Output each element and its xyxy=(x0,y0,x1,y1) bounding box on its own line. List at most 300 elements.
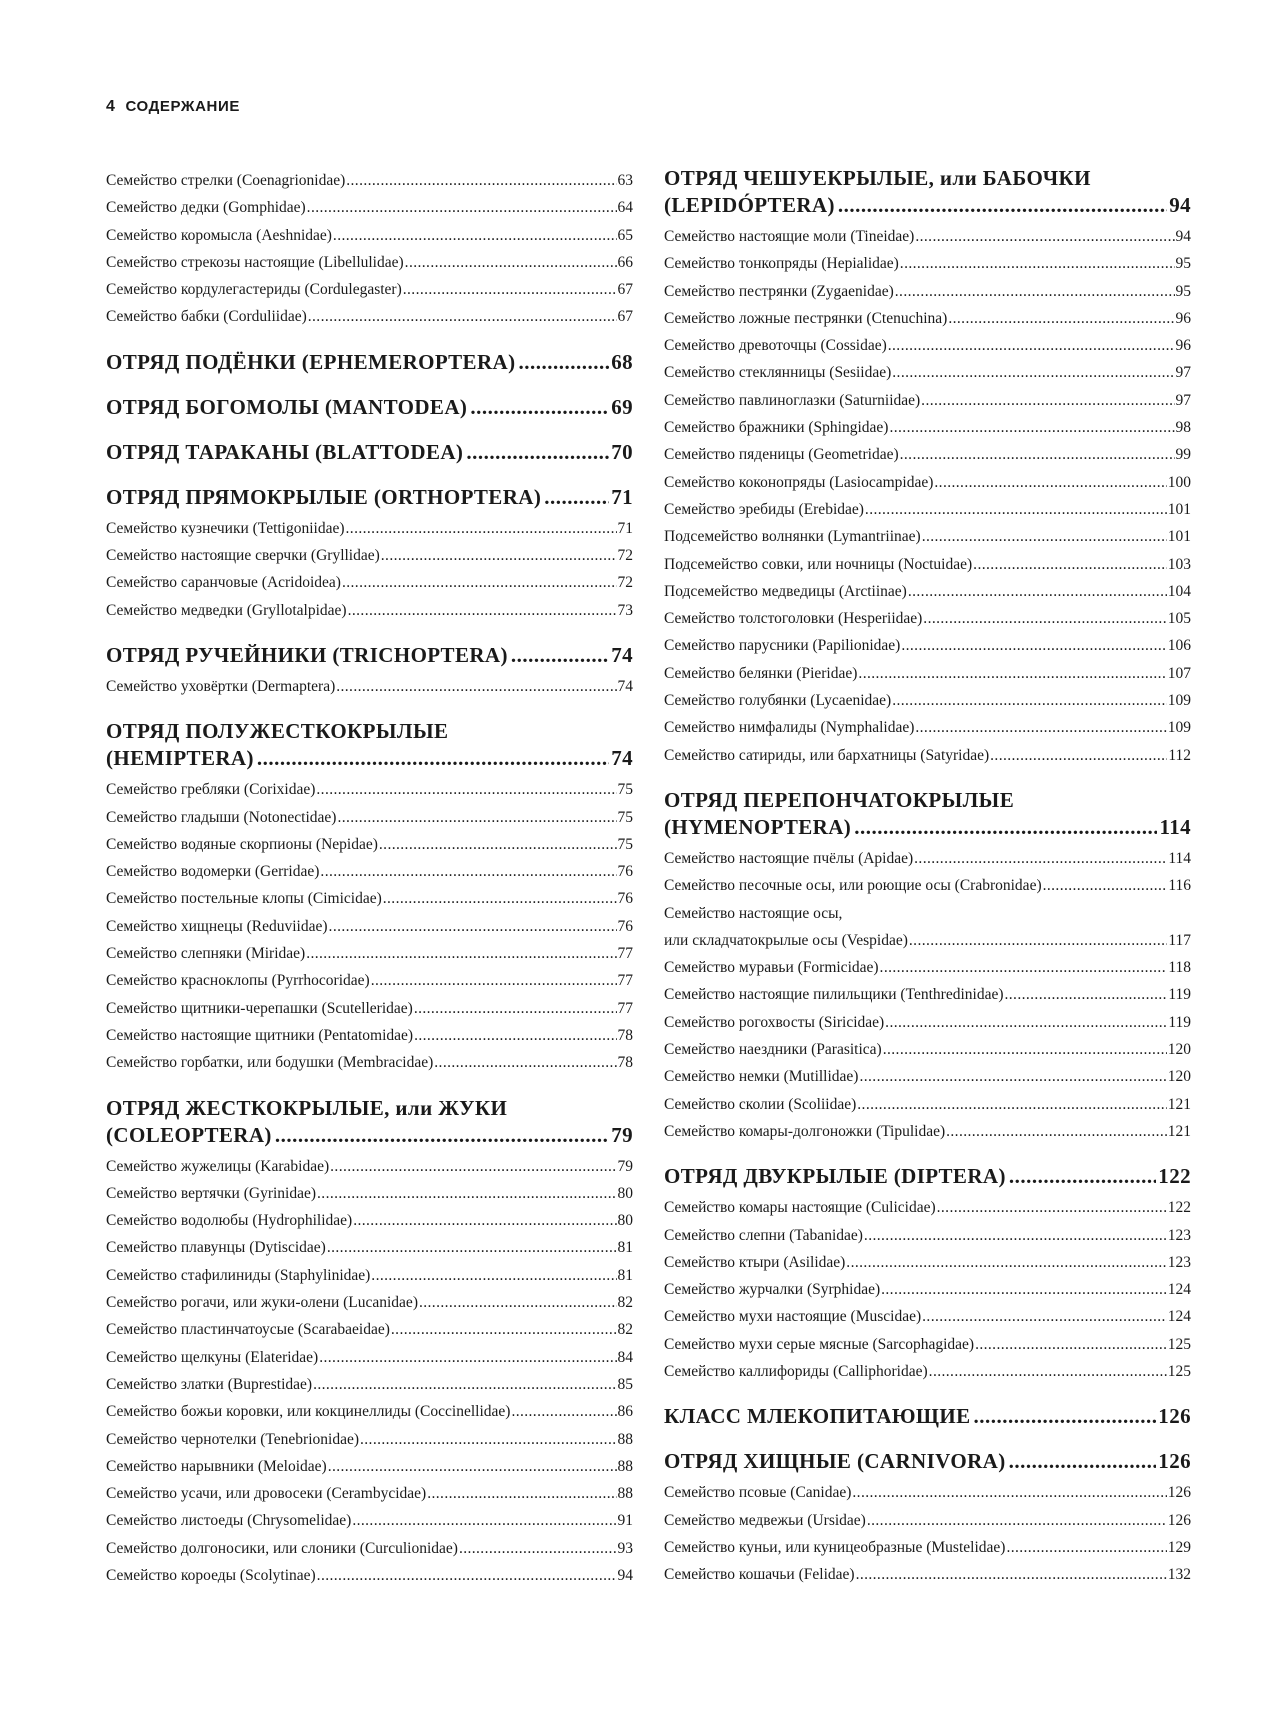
dot-leader xyxy=(915,223,1174,250)
toc-entry-page: 77 xyxy=(617,999,633,1017)
dot-leader xyxy=(383,885,617,912)
toc-entry-page: 95 xyxy=(1175,255,1191,273)
toc-entry-page: 77 xyxy=(617,972,633,990)
toc-entry[interactable] xyxy=(664,954,1191,981)
section-heading-title: (HYMENOPTERA) xyxy=(664,814,852,839)
toc-entry-title: Семейство тонкопряды (Hepialidae) xyxy=(664,255,899,273)
toc-entry[interactable] xyxy=(106,1049,633,1076)
toc-entry-title: Семейство псовые (Canidae) xyxy=(664,1484,852,1502)
toc-entry[interactable] xyxy=(664,1194,1191,1221)
toc-entry-page: 74 xyxy=(617,677,633,695)
toc-entry[interactable] xyxy=(664,359,1191,386)
toc-entry-page: 122 xyxy=(1167,1199,1191,1217)
toc-entry-title: Семейство водомерки (Gerridae) xyxy=(106,863,320,881)
toc-entry-page: 98 xyxy=(1175,419,1191,437)
toc-entry[interactable] xyxy=(106,858,633,885)
toc-entry-title: Семейство чернотелки (Tenebrionidae) xyxy=(106,1430,359,1448)
dot-leader xyxy=(922,523,1167,550)
toc-entry-title: Подсемейство медведицы (Arctiinae) xyxy=(664,582,907,600)
dot-leader xyxy=(929,1358,1167,1385)
toc-entry-page: 124 xyxy=(1167,1308,1191,1326)
toc-entry[interactable] xyxy=(664,332,1191,359)
toc-entry-page: 99 xyxy=(1175,446,1191,464)
dot-leader xyxy=(342,569,617,596)
section-heading[interactable] xyxy=(106,642,633,669)
toc-entry[interactable] xyxy=(664,1507,1191,1534)
dot-leader xyxy=(865,496,1167,523)
toc-entry[interactable] xyxy=(664,1561,1191,1588)
toc-entry-title: Семейство белянки (Pieridae) xyxy=(664,664,858,682)
toc-entry[interactable] xyxy=(664,660,1191,687)
dot-leader xyxy=(414,1022,616,1049)
toc-entry-title: Семейство немки (Mutillidae) xyxy=(664,1068,859,1086)
toc-entry[interactable] xyxy=(106,967,633,994)
dot-leader xyxy=(867,1507,1167,1534)
toc-entry[interactable] xyxy=(106,222,633,249)
toc-entry[interactable] xyxy=(106,831,633,858)
dot-leader xyxy=(434,1049,616,1076)
toc-entry-title: Семейство сатириды, или бархатницы (Satyridae) xyxy=(664,746,990,764)
toc-entry-page: 94 xyxy=(1175,228,1191,245)
toc-entry-title: Семейство стеклянницы (Sesiidae) xyxy=(664,364,892,382)
toc-entry[interactable] xyxy=(106,515,633,542)
section-heading[interactable] xyxy=(106,349,633,376)
dot-leader xyxy=(427,1480,616,1507)
dot-leader xyxy=(857,1091,1166,1118)
dot-leader xyxy=(353,1207,616,1234)
dot-leader xyxy=(901,632,1166,659)
toc-entry-title: Семейство настоящие пилильщики (Tenthredinidae) xyxy=(664,986,1004,1004)
toc-entry-title: Семейство слепняки (Miridae) xyxy=(106,945,306,963)
dot-leader xyxy=(881,1276,1167,1303)
toc-entry[interactable] xyxy=(106,885,633,912)
toc-entry[interactable] xyxy=(664,1009,1191,1036)
dot-leader xyxy=(846,1249,1166,1276)
section-heading-page: 74 xyxy=(611,746,633,771)
toc-entry[interactable] xyxy=(106,249,633,276)
toc-entry[interactable] xyxy=(106,913,633,940)
toc-entry-title: Семейство дедки (Gomphidae) xyxy=(106,199,306,217)
toc-entry-page: 81 xyxy=(617,1239,633,1257)
toc-entry-title: Семейство слепни (Tabanidae) xyxy=(664,1226,863,1244)
toc-entry[interactable] xyxy=(664,714,1191,741)
dot-leader xyxy=(973,551,1167,578)
toc-entry-title: Семейство голубянки (Lycaenidae) xyxy=(664,692,892,710)
toc-entry-page: 119 xyxy=(1168,986,1191,1004)
toc-entry[interactable] xyxy=(664,1036,1191,1063)
toc-entry-page: 81 xyxy=(617,1266,633,1284)
toc-entry[interactable] xyxy=(664,1358,1191,1385)
toc-entry-page: 117 xyxy=(1168,931,1191,949)
toc-entry[interactable] xyxy=(106,776,633,803)
dot-leader xyxy=(360,1426,617,1453)
section-heading-page: 74 xyxy=(611,642,633,667)
toc-entry-page: 95 xyxy=(1175,282,1191,300)
toc-entry[interactable] xyxy=(664,1479,1191,1506)
toc-entry[interactable] xyxy=(664,687,1191,714)
toc-entry-page: 109 xyxy=(1167,692,1191,710)
toc-entry-title: Семейство хищнецы (Reduviidae) xyxy=(106,917,328,935)
section-heading[interactable] xyxy=(106,484,633,511)
section-heading-title: ОТРЯД ДВУКРЫЛЫЕ (DIPTERA) xyxy=(664,1164,1006,1189)
toc-entry-title: Семейство парусники (Papilionidae) xyxy=(664,637,901,655)
section-heading-line: ОТРЯД ЖЕСТКОКРЫЛЫЕ, или ЖУКИ xyxy=(106,1095,508,1120)
section-heading[interactable] xyxy=(664,1403,1191,1430)
toc-entry-title: Семейство коконопряды (Lasiocampidae) xyxy=(664,473,934,491)
section-heading-page: 68 xyxy=(611,349,633,374)
dot-leader xyxy=(405,249,617,276)
toc-entry[interactable] xyxy=(106,940,633,967)
toc-entry[interactable] xyxy=(664,469,1191,496)
dot-leader xyxy=(511,1398,616,1425)
toc-entry[interactable] xyxy=(664,632,1191,659)
dot-leader xyxy=(856,1561,1167,1588)
toc-entry[interactable] xyxy=(106,1344,633,1371)
toc-entry-page: 96 xyxy=(1175,309,1191,327)
toc-entry-page: 72 xyxy=(617,547,633,565)
toc-entry-page: 77 xyxy=(617,945,633,963)
toc-entry[interactable] xyxy=(664,1303,1191,1330)
section-heading-title: (HEMIPTERA) xyxy=(106,746,254,771)
toc-entry-page: 125 xyxy=(1167,1335,1191,1353)
dot-leader xyxy=(948,305,1174,332)
dot-leader xyxy=(470,394,609,421)
dot-leader xyxy=(346,515,617,542)
dot-leader xyxy=(327,1234,617,1261)
section-heading[interactable] xyxy=(106,394,633,421)
toc-entry[interactable] xyxy=(106,167,633,194)
toc-entry-page: 97 xyxy=(1175,364,1191,382)
toc-entry[interactable] xyxy=(106,1453,633,1480)
toc-entry-page: 72 xyxy=(617,574,633,592)
section-heading-page: 114 xyxy=(1159,814,1191,839)
toc-entry-title: Семейство кордулегастериды (Cordulegaster) xyxy=(106,281,402,299)
dot-leader xyxy=(895,278,1175,305)
dot-leader xyxy=(313,1371,616,1398)
toc-entry-title: Семейство гладыши (Notonectidae) xyxy=(106,808,337,826)
toc-entry[interactable] xyxy=(106,673,633,700)
dot-leader xyxy=(518,349,609,376)
toc-entry-page: 101 xyxy=(1167,500,1191,518)
toc-entry-title: Семейство златки (Buprestidae) xyxy=(106,1375,313,1393)
toc-entry[interactable] xyxy=(106,1234,633,1261)
toc-entry-title: Семейство кузнечики (Tettigoniidae) xyxy=(106,519,345,537)
dot-leader xyxy=(511,642,609,669)
toc-entry[interactable] xyxy=(106,597,633,624)
toc-entry[interactable] xyxy=(664,1063,1191,1090)
toc-entry[interactable] xyxy=(664,927,1191,954)
toc-entry-page: 123 xyxy=(1167,1253,1191,1271)
section-heading-title: КЛАСС МЛЕКОПИТАЮЩИЕ xyxy=(664,1404,971,1429)
toc-entry-title: Семейство кошачьи (Felidae) xyxy=(664,1566,855,1584)
toc-entry[interactable] xyxy=(106,1289,633,1316)
toc-entry-page: 106 xyxy=(1167,637,1191,655)
toc-entry-title: Семейство долгоносики, или слоники (Curculionidae) xyxy=(106,1539,458,1557)
toc-entry-page: 97 xyxy=(1175,391,1191,409)
toc-entry-title: Подсемейство волнянки (Lymantriinae) xyxy=(664,528,921,546)
section-heading[interactable] xyxy=(664,192,1191,219)
toc-entry-title: Семейство настоящие щитники (Pentatomidae) xyxy=(106,1026,414,1044)
section-heading-page: 69 xyxy=(611,394,633,419)
toc-entry[interactable] xyxy=(106,804,633,831)
toc-entry-page: 105 xyxy=(1167,610,1191,628)
toc-entry[interactable] xyxy=(106,569,633,596)
toc-entry[interactable] xyxy=(664,605,1191,632)
toc-entry[interactable] xyxy=(664,250,1191,277)
section-heading-title: ОТРЯД ТАРАКАНЫ (BLATTODEA) xyxy=(106,439,464,464)
dot-leader xyxy=(307,194,617,221)
toc-entry-page: 84 xyxy=(617,1348,633,1366)
dot-leader xyxy=(371,1262,616,1289)
toc-entry[interactable] xyxy=(106,1022,633,1049)
toc-entry[interactable] xyxy=(664,551,1191,578)
toc-entry[interactable] xyxy=(664,900,1191,927)
toc-left-column xyxy=(106,167,633,1589)
toc-entry[interactable] xyxy=(664,441,1191,468)
dot-leader xyxy=(308,303,617,330)
section-heading-title: (COLEOPTERA) xyxy=(106,1122,272,1147)
toc-section xyxy=(664,1403,1191,1430)
toc-entry[interactable] xyxy=(106,995,633,1022)
dot-leader xyxy=(900,441,1175,468)
toc-entry[interactable] xyxy=(664,1091,1191,1118)
toc-entry-page: 88 xyxy=(617,1430,633,1448)
toc-section xyxy=(106,484,633,624)
dot-leader xyxy=(892,359,1174,386)
toc-entry-page: 91 xyxy=(617,1512,633,1530)
toc-entry-page: 121 xyxy=(1167,1095,1191,1113)
dot-leader xyxy=(319,1344,616,1371)
toc-entry-page: 82 xyxy=(617,1321,633,1339)
dot-leader xyxy=(892,687,1167,714)
toc-entry[interactable] xyxy=(664,845,1191,872)
dot-leader xyxy=(880,954,1168,981)
section-heading-line: ОТРЯД ЧЕШУЕКРЫЛЫЕ, или БАБОЧКИ xyxy=(664,166,1091,190)
toc-entry[interactable] xyxy=(106,1153,633,1180)
toc-entry[interactable] xyxy=(106,1262,633,1289)
dot-leader xyxy=(320,858,616,885)
toc-section xyxy=(106,642,633,700)
section-heading[interactable] xyxy=(106,439,633,466)
dot-leader xyxy=(975,1331,1167,1358)
toc-entry-page: 76 xyxy=(617,890,633,908)
toc-entry-page: 104 xyxy=(1167,582,1191,600)
toc-entry[interactable] xyxy=(664,223,1191,250)
toc-entry-page: 67 xyxy=(617,281,633,299)
toc-entry-title: Семейство мухи серые мясные (Sarcophagidae) xyxy=(664,1335,975,1353)
section-heading[interactable] xyxy=(664,814,1191,841)
toc-section xyxy=(664,1163,1191,1385)
toc-entry-title: Семейство древоточцы (Cossidae) xyxy=(664,337,887,355)
dot-leader xyxy=(337,804,616,831)
toc-entry[interactable] xyxy=(106,1371,633,1398)
toc-entry-page: 78 xyxy=(617,1026,633,1044)
toc-entry[interactable] xyxy=(106,1480,633,1507)
toc-section xyxy=(106,167,633,331)
dot-leader xyxy=(257,745,609,772)
section-heading-title: ОТРЯД ПРЯМОКРЫЛЫЕ (ORTHOPTERA) xyxy=(106,484,542,509)
dot-leader xyxy=(1009,1448,1157,1475)
dot-leader xyxy=(934,469,1166,496)
toc-entry-page: 76 xyxy=(617,917,633,935)
section-heading-title: ОТРЯД ХИЩНЫЕ (CARNIVORA) xyxy=(664,1449,1006,1474)
toc-entry-title: Семейство мухи настоящие (Muscidae) xyxy=(664,1308,922,1326)
toc-entry-page: 75 xyxy=(617,808,633,826)
toc-entry-page: 79 xyxy=(617,1157,633,1175)
toc-entry[interactable] xyxy=(664,414,1191,441)
dot-leader xyxy=(316,776,616,803)
dot-leader xyxy=(419,1289,617,1316)
dot-leader xyxy=(336,673,616,700)
toc-entry-title: Семейство бражники (Sphingidae) xyxy=(664,419,889,437)
toc-entry-page: 120 xyxy=(1167,1068,1191,1086)
toc-entry-title: Семейство настоящие осы, xyxy=(664,904,843,922)
toc-entry[interactable] xyxy=(664,1276,1191,1303)
toc-entry-title: Семейство саранчовые (Acridoidea) xyxy=(106,574,341,592)
toc-entry-page: 80 xyxy=(617,1184,633,1202)
toc-entry-page: 66 xyxy=(617,253,633,271)
dot-leader xyxy=(1005,981,1168,1008)
section-heading[interactable] xyxy=(664,1163,1191,1190)
section-heading-page: 71 xyxy=(611,484,633,509)
dot-leader xyxy=(391,1316,617,1343)
dot-leader xyxy=(306,940,616,967)
toc-entry-page: 123 xyxy=(1167,1226,1191,1244)
dot-leader xyxy=(859,1063,1166,1090)
toc-entry[interactable] xyxy=(664,496,1191,523)
toc-entry[interactable] xyxy=(664,872,1191,899)
section-heading-title: (LEPIDÓPTERA) xyxy=(664,193,835,217)
toc-entry[interactable] xyxy=(106,1180,633,1207)
toc-entry-page: 88 xyxy=(617,1485,633,1503)
toc-entry[interactable] xyxy=(664,981,1191,1008)
section-heading-title: ОТРЯД БОГОМОЛЫ (MANTODEA) xyxy=(106,394,468,419)
toc-entry[interactable] xyxy=(664,523,1191,550)
toc-entry[interactable] xyxy=(106,194,633,221)
dot-leader xyxy=(900,250,1175,277)
dot-leader xyxy=(1009,1163,1156,1190)
toc-entry[interactable] xyxy=(664,387,1191,414)
toc-entry-page: 112 xyxy=(1168,746,1191,764)
toc-entry-page: 109 xyxy=(1167,719,1191,737)
section-heading-line: ОТРЯД ПОЛУЖЕСТКОКРЫЛЫЕ xyxy=(106,719,449,744)
toc-section xyxy=(106,349,633,376)
section-heading[interactable] xyxy=(106,1122,633,1149)
toc-entry[interactable] xyxy=(664,742,1191,769)
toc-entry-page: 96 xyxy=(1175,337,1191,355)
toc-entry-title: Семейство стафилиниды (Staphylinidae) xyxy=(106,1266,371,1284)
toc-entry[interactable] xyxy=(106,1426,633,1453)
toc-entry-title: Семейство красноклопы (Pyrrhocoridae) xyxy=(106,972,370,990)
dot-leader xyxy=(1006,1534,1166,1561)
toc-entry-page: 80 xyxy=(617,1212,633,1230)
dot-leader xyxy=(346,167,616,194)
toc-entry[interactable] xyxy=(106,1535,633,1562)
toc-entry[interactable] xyxy=(106,276,633,303)
toc-entry-page: 100 xyxy=(1167,473,1191,491)
dot-leader xyxy=(854,814,1157,841)
toc-section xyxy=(106,439,633,466)
toc-entry[interactable] xyxy=(664,1534,1191,1561)
dot-leader xyxy=(379,831,617,858)
toc-entry[interactable] xyxy=(106,542,633,569)
toc-entry-title: Семейство куньи, или куницеобразные (Mustelidae) xyxy=(664,1538,1006,1556)
toc-entry-title: Семейство рогохвосты (Siricidae) xyxy=(664,1013,885,1031)
dot-leader xyxy=(923,605,1166,632)
toc-entry[interactable] xyxy=(106,1207,633,1234)
toc-entry-page: 67 xyxy=(617,308,633,326)
toc-entry-title: Семейство божьи коровки, или кокцинеллиды (Coccinellidae) xyxy=(106,1403,511,1421)
toc-entry-title: Семейство настоящие сверчки (Gryllidae) xyxy=(106,547,380,565)
page-number: 4 xyxy=(106,98,116,115)
dot-leader xyxy=(885,1009,1167,1036)
dot-leader xyxy=(352,1507,616,1534)
dot-leader xyxy=(914,845,1167,872)
dot-leader xyxy=(883,1036,1167,1063)
running-head xyxy=(106,98,240,116)
toc-entry[interactable] xyxy=(664,278,1191,305)
toc-entry-page: 85 xyxy=(617,1375,633,1393)
section-heading[interactable] xyxy=(106,745,633,772)
toc-entry-title: Семейство жужелицы (Karabidae) xyxy=(106,1157,330,1175)
page-title: СОДЕРЖАНИЕ xyxy=(125,98,240,115)
toc-entry-page: 129 xyxy=(1167,1538,1191,1556)
dot-leader xyxy=(414,995,617,1022)
toc-entry-page: 86 xyxy=(617,1403,633,1421)
toc-entry[interactable] xyxy=(106,1316,633,1343)
toc-entry[interactable] xyxy=(664,1222,1191,1249)
toc-entry-page: 64 xyxy=(617,199,633,217)
dot-leader xyxy=(937,1194,1167,1221)
section-heading[interactable] xyxy=(664,1448,1191,1475)
toc-entry[interactable] xyxy=(664,1331,1191,1358)
toc-entry[interactable] xyxy=(106,1507,633,1534)
toc-entry-title: Семейство гребляки (Corixidae) xyxy=(106,781,316,799)
toc-entry-page: 126 xyxy=(1167,1484,1191,1502)
toc-entry[interactable] xyxy=(106,303,633,330)
dot-leader xyxy=(544,484,609,511)
toc-entry-page: 116 xyxy=(1168,877,1191,895)
toc-entry-title: Семейство песочные осы, или роющие осы (Crabronidae) xyxy=(664,877,1042,895)
toc-entry-title: Семейство щелкуны (Elateridae) xyxy=(106,1348,319,1366)
toc-entry-page: 132 xyxy=(1167,1566,1191,1584)
dot-leader xyxy=(459,1535,617,1562)
dot-leader xyxy=(990,742,1167,769)
toc-entry-title: Семейство бабки (Corduliidae) xyxy=(106,308,307,326)
section-heading-title: ОТРЯД ПОДЁНКИ (EPHEMEROPTERA) xyxy=(106,349,516,374)
toc-entry-title: Семейство нарывники (Meloidae) xyxy=(106,1457,327,1475)
toc-entry[interactable] xyxy=(106,1398,633,1425)
toc-section xyxy=(106,1095,633,1590)
toc-entry[interactable] xyxy=(664,305,1191,332)
toc-entry[interactable] xyxy=(664,1249,1191,1276)
dot-leader xyxy=(915,714,1166,741)
toc-entry[interactable] xyxy=(106,1562,633,1589)
toc-entry-title: Семейство плавунцы (Dytiscidae) xyxy=(106,1239,326,1257)
toc-entry-page: 63 xyxy=(617,172,633,189)
dot-leader xyxy=(922,1303,1167,1330)
section-heading-page: 79 xyxy=(611,1122,633,1147)
section-heading-title: ОТРЯД РУЧЕЙНИКИ (TRICHOPTERA) xyxy=(106,642,508,667)
toc-entry-page: 76 xyxy=(617,863,633,881)
toc-entry-page: 124 xyxy=(1167,1281,1191,1299)
toc-entry-page: 88 xyxy=(617,1457,633,1475)
toc-entry-title: Семейство журчалки (Syrphidae) xyxy=(664,1281,881,1299)
toc-entry[interactable] xyxy=(664,578,1191,605)
dot-leader xyxy=(333,222,617,249)
dot-leader xyxy=(317,1562,617,1589)
toc-entry[interactable] xyxy=(664,1118,1191,1145)
